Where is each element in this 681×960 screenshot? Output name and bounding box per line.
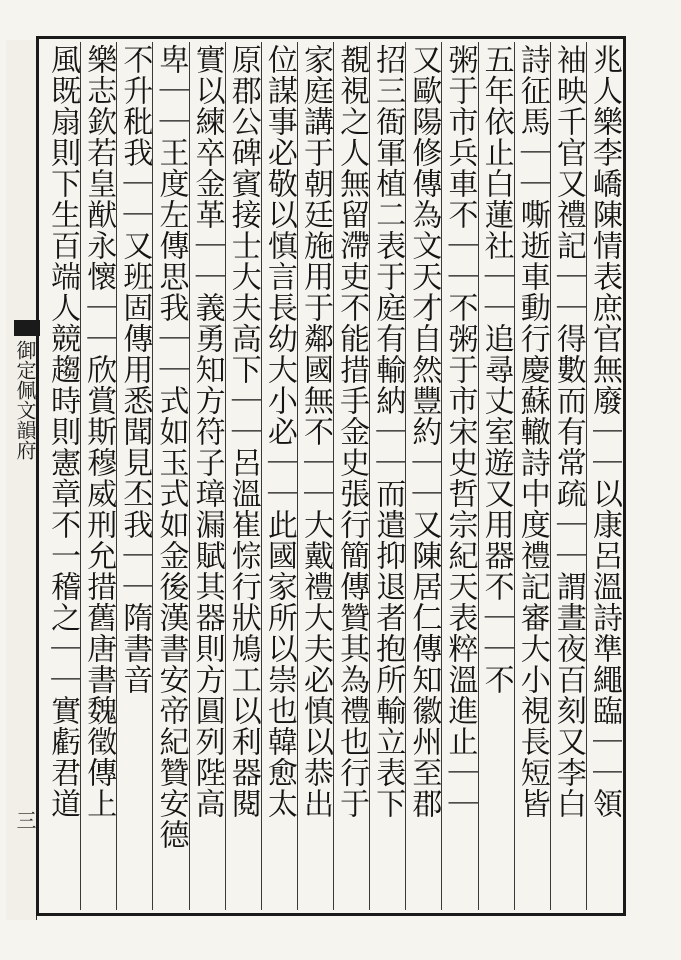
text-column: 詩征馬｜｜嘶逝車動行慶蘇轍詩中度禮記審大小視長短皆 <box>514 44 550 819</box>
column-rule <box>297 42 298 910</box>
column-rule <box>152 42 153 910</box>
text-column: 粥于市兵車不｜｜不粥于市宋史哲宗紀天表粹溫進止｜｜ <box>442 44 478 819</box>
column-rule <box>369 42 370 910</box>
column-rule <box>441 42 442 910</box>
column-rule <box>116 42 117 910</box>
text-column: 覩視之人無留滯吏不能措手金史張行簡傳贊其為禮也行于 <box>334 44 370 819</box>
column-rule <box>80 42 81 910</box>
column-rule <box>225 42 226 910</box>
text-column: 又歐陽修傳為文天才自然豐約｜｜又陳居仁傳知徽州至郡 <box>406 44 442 819</box>
text-column: 風既扇則下生百端人競趨時則憲章不一稽之｜｜實虧君道 <box>45 44 81 819</box>
margin-page-number: 三 <box>13 810 37 830</box>
page-margin-strip <box>6 40 37 920</box>
text-column: 卑｜｜王度左傳思我｜｜式如玉式如金後漢書安帝紀贊安德 <box>153 44 189 850</box>
text-column: 樂志欽若皇猷永懷｜｜欣賞斯穆威刑允措舊唐書魏徵傳上 <box>81 44 117 819</box>
column-rule <box>586 42 587 910</box>
column-rule <box>333 42 334 910</box>
margin-book-title: 御定佩文韻府 <box>13 340 37 460</box>
text-column: 兆人樂李嶠陳情表庶官無廢｜｜以康呂溫詩準繩臨｜｜領 <box>587 44 622 819</box>
text-column: 原郡公碑賓接士大夫高下｜｜呂溫崔悰行狀鳩工以利器閱 <box>225 44 261 819</box>
column-rule <box>478 42 479 910</box>
text-column: 家庭講于朝廷施用于鄰國無不｜｜大戴禮大夫必慎以恭出 <box>298 44 333 819</box>
text-column: 招三衙軍植二表于庭有輸納｜｜而遣抑退者抱所輸立表下 <box>370 44 406 819</box>
column-rule <box>514 42 515 910</box>
text-column: 不升秕我｜｜又班固傳用悉聞見丕我｜｜隋書音 <box>117 44 153 695</box>
column-rule <box>405 42 406 910</box>
column-rule <box>550 42 551 910</box>
column-rule <box>189 42 190 910</box>
column-rule <box>261 42 262 910</box>
text-column: 五年依止白蓮社｜｜追尋丈室遊又用器不｜｜不 <box>478 44 514 695</box>
text-column: 袖映千官又禮記｜｜得數而有常疏｜｜謂晝夜百刻又李白 <box>550 44 586 819</box>
text-column: 實以練卒金革｜｜義勇知方符子璋漏賦其器則方圓列陛高 <box>189 44 225 819</box>
text-column: 位謀事必敬以慎言長幼大小必｜｜此國家所以崇也韓愈太 <box>261 44 297 819</box>
